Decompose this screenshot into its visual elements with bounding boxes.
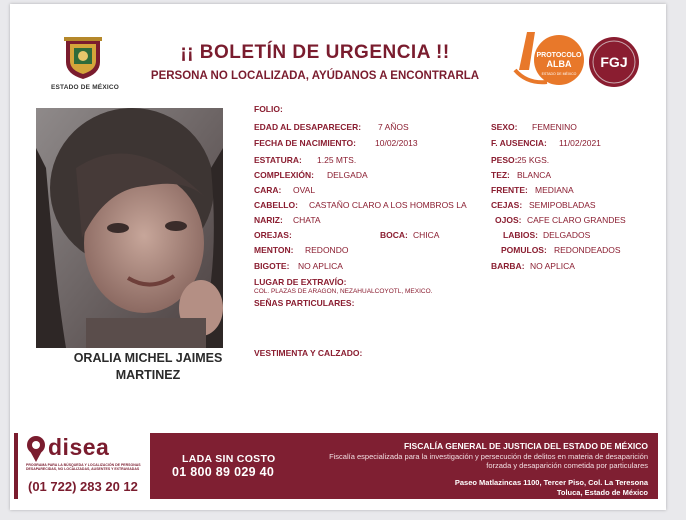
tez-value: BLANCA <box>517 170 552 180</box>
bulletin-sheet <box>10 4 666 510</box>
bulletin-title: ¡¡ BOLETÍN DE URGENCIA !! <box>180 42 450 63</box>
name-line-2: MARTINEZ <box>115 368 181 382</box>
cabello-value: CASTAÑO CLARO A LOS HOMBROS LA <box>309 200 467 210</box>
odisea-phone: (01 722) 283 20 12 <box>28 479 138 494</box>
bigote-label: BIGOTE: <box>254 261 290 271</box>
orejas-label: OREJAS: <box>254 230 292 240</box>
nariz-label: NARIZ: <box>254 215 283 225</box>
edad-value: 7 AÑOS <box>378 122 409 132</box>
barba-label: BARBA: <box>491 261 525 271</box>
state-name: ESTADO DE MÉXICO <box>50 84 120 91</box>
odisea-block <box>14 433 146 499</box>
cara-label: CARA: <box>254 185 282 195</box>
ojos-value: CAFE CLARO GRANDES <box>527 215 626 225</box>
bigote-value: NO APLICA <box>298 261 343 271</box>
fiscalia-title: FISCALÍA GENERAL DE JUSTICIA DEL ESTADO DE MÉXICO <box>403 441 648 451</box>
boca-label: BOCA: <box>380 230 408 240</box>
lugar-label: LUGAR DE EXTRAVÍO: <box>254 277 347 287</box>
odisea-pin-icon <box>26 435 46 463</box>
ausencia-label: F. AUSENCIA: <box>491 138 547 148</box>
name-line-1: ORALIA MICHEL JAIMES <box>73 351 223 365</box>
pomulos-value: REDONDEADOS <box>554 245 621 255</box>
bulletin-subtitle: PERSONA NO LOCALIZADA, AYÚDANOS A ENCONTRARLA <box>150 70 480 82</box>
menton-label: MENTON: <box>254 245 294 255</box>
lada-title: LADA SIN COSTO <box>182 453 276 465</box>
menton-value: REDONDO <box>305 245 349 255</box>
nacimiento-label: FECHA DE NACIMIENTO: <box>254 138 356 148</box>
complexion-label: COMPLEXIÓN: <box>254 170 314 180</box>
tez-label: TEZ: <box>491 170 510 180</box>
cejas-label: CEJAS: <box>491 200 523 210</box>
alba-text-1: PROTOCOLO <box>536 52 582 59</box>
fiscalia-description: Fiscalía especializada para la investigación y persecución de delitos en materia de desaparición forzada y desaparición cometida por particulares <box>329 452 648 470</box>
fiscalia-band <box>150 433 658 499</box>
edad-label: EDAD AL DESAPARECER: <box>254 122 362 132</box>
vestimenta-label: VESTIMENTA Y CALZADO: <box>254 348 363 358</box>
nariz-value: CHATA <box>293 215 321 225</box>
cabello-label: CABELLO: <box>254 200 298 210</box>
address-line-1: Paseo Matlazincas 1100, Tercer Piso, Col. La Teresona <box>454 478 648 487</box>
estatura-label: ESTATURA: <box>254 155 302 165</box>
fgj-text: FGJ <box>600 54 628 70</box>
alba-text-3: ESTADO DE MÉXICO <box>541 72 577 76</box>
odisea-description: PROGRAMA PARA LA BÚSQUEDA Y LOCALIZACIÓN DE PERSONAS DESAPARECIDAS, NO LOCALIZADAS, AUSENTES Y EXTRAVIADAS <box>26 463 141 472</box>
fiscalia-address <box>348 478 648 497</box>
folio-label: FOLIO: <box>254 104 283 114</box>
labios-label: LABIOS: <box>503 230 538 240</box>
peso-label: PESO: <box>491 155 518 165</box>
frente-label: FRENTE: <box>491 185 528 195</box>
cejas-value: SEMIPOBLADAS <box>529 200 596 210</box>
protocolo-alba-logo <box>507 30 585 88</box>
fgj-logo <box>588 36 640 88</box>
sexo-label: SEXO: <box>491 122 518 132</box>
sexo-value: FEMENINO <box>532 122 577 132</box>
boca-value: CHICA <box>413 230 440 240</box>
footer <box>14 433 658 499</box>
missing-person-photo <box>36 108 223 348</box>
cara-value: OVAL <box>293 185 316 195</box>
lada-number: 01 800 89 029 40 <box>172 465 275 479</box>
frente-value: MEDIANA <box>535 185 574 195</box>
labios-value: DELGADOS <box>543 230 591 240</box>
lugar-value: COL. PLAZAS DE ARAGON, NEZAHUALCOYOTL, MEXICO. <box>254 288 433 295</box>
odisea-wordmark: disea <box>48 434 110 460</box>
ojos-label: OJOS: <box>495 215 522 225</box>
missing-person-name <box>48 350 248 384</box>
state-crest-logo <box>62 36 104 80</box>
address-line-2: Toluca, Estado de México <box>556 487 648 497</box>
senas-label: SEÑAS PARTICULARES: <box>254 298 355 308</box>
peso-value: 25 KGS. <box>517 155 550 165</box>
estatura-value: 1.25 MTS. <box>317 155 357 165</box>
alba-text-2: ALBA <box>546 59 572 69</box>
nacimiento-value: 10/02/2013 <box>375 138 418 148</box>
complexion-value: DELGADA <box>327 170 368 180</box>
pomulos-label: POMULOS: <box>501 245 547 255</box>
ausencia-value: 11/02/2021 <box>559 138 601 148</box>
barba-value: NO APLICA <box>530 261 575 271</box>
